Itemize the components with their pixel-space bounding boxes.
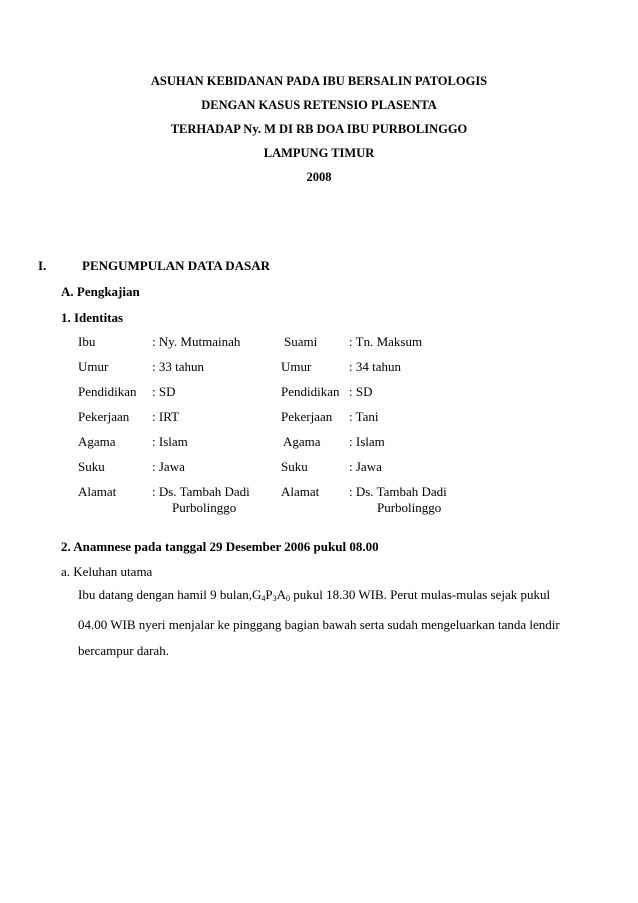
paragraph-line: 04.00 WIB nyeri menjalar ke pinggang bagian bawah serta sudah mengeluarkan tanda lendir [78,617,560,632]
identity-right-label: Agama [283,434,321,449]
section-title: PENGUMPULAN DATA DASAR [82,258,271,273]
subsection-pengkajian: A. Pengkajian [61,284,140,299]
identity-right-label: Alamat [281,484,320,499]
identity-left-value-cont: Purbolinggo [172,500,237,515]
doc-title-line-2: DENGAN KASUS RETENSIO PLASENTA [201,98,437,112]
identity-right-value: : Tn. Maksum [349,334,423,349]
paragraph-line: Ibu datang dengan hamil 9 $bulan,G_4P_3A_0$ pukul 18.30 WIB. Perut mulas-mulas sejak pukul [78,587,551,603]
identity-right-value: : SD [349,384,373,399]
identity-right-value-cont: Purbolinggo [377,500,442,515]
doc-title-line-3: TERHADAP Ny. M DI RB DOA IBU PURBOLINGGO [170,122,468,136]
identity-left-label: Agama [78,434,116,449]
identity-right-label: Pekerjaan [281,409,333,424]
identity-right-label: Pendidikan [281,384,340,399]
identity-right-label: Umur [281,359,312,374]
anamnese-heading: 2. Anamnese pada tanggal 29 Desember 2006 pukul 08.00 [61,539,379,554]
identity-left-value: : IRT [152,409,180,424]
keluhan-utama-heading: a. Keluhan utama [61,564,153,579]
identity-right-label: Suku [281,459,308,474]
identity-left-label: Alamat [78,484,117,499]
paragraph-line: bercampur darah. [78,643,169,658]
keluhan-utama-paragraph [78,582,564,664]
identity-left-label: Ibu [78,334,96,349]
identity-left-label: Umur [78,359,109,374]
doc-title-line-4: LAMPUNG TIMUR [263,146,375,160]
identity-right-value: : Ds. Tambah Dadi [349,484,447,499]
identity-left-value: : SD [152,384,176,399]
identity-left-value: : Ds. Tambah Dadi [152,484,250,499]
identity-left-value: : Ny. Mutmainah [152,334,241,349]
identity-left-value: : Jawa [152,459,185,474]
identity-right-value: : 34 tahun [349,359,401,374]
identity-left-label: Pekerjaan [78,409,130,424]
subsection-identitas: 1. Identitas [61,310,124,325]
identity-right-value: : Islam [349,434,385,449]
identity-right-value: : Tani [349,409,379,424]
doc-title-year: 2008 [306,170,332,184]
section-number: I. [38,258,47,273]
identity-left-label: Pendidikan [78,384,137,399]
identity-right-value: : Jawa [349,459,382,474]
identity-right-label: Suami [284,334,318,349]
identity-left-value: : 33 tahun [152,359,204,374]
identity-left-value: : Islam [152,434,188,449]
doc-title-line-1: ASUHAN KEBIDANAN PADA IBU BERSALIN PATOLOGIS [150,74,488,88]
identity-left-label: Suku [78,459,105,474]
